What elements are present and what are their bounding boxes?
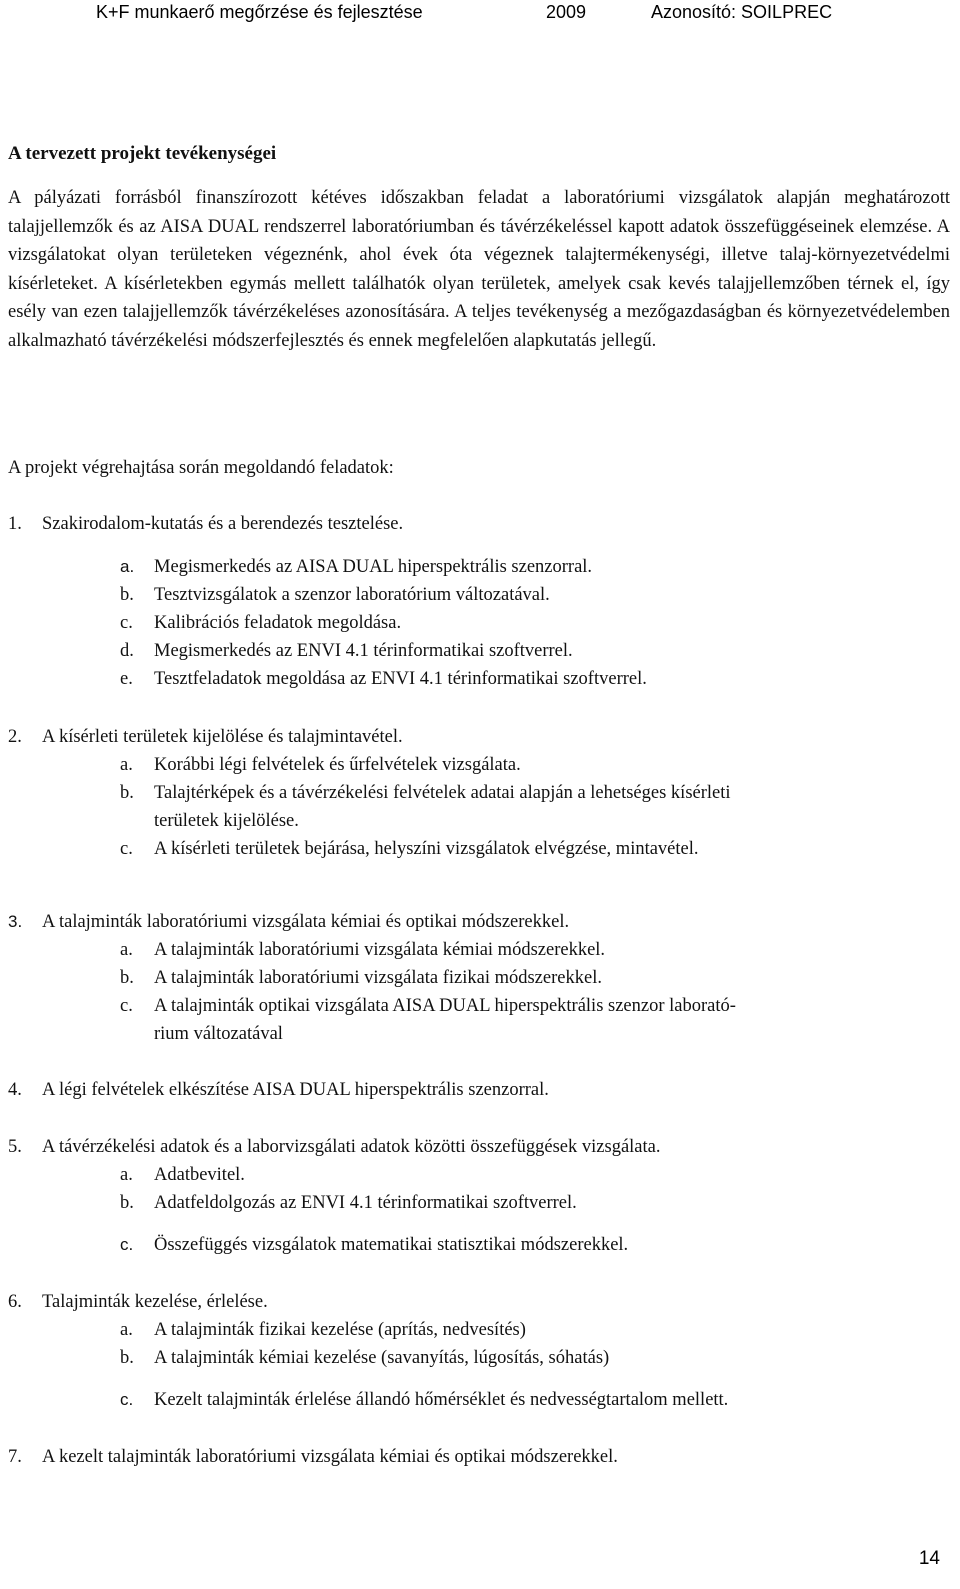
task-text: A kezelt talajminták laboratóriumi vizsgálata kémiai és optikai módszerekkel. [42,1447,618,1467]
task-text: A kísérleti területek kijelölése és talajmintavétel. [42,727,403,747]
task-number: 3. [8,912,23,931]
subtask-letter: a. [120,940,133,960]
subtask-text: Megismerkedés az ENVI 4.1 térinformatikai szoftverrel. [154,641,573,661]
tasks-intro: A projekt végrehajtása során megoldandó feladatok: [8,458,394,478]
subtask-letter: a. [120,557,135,576]
subtask-letter: a. [120,1165,133,1185]
subtask-text: Korábbi légi felvételek és űrfelvételek vizsgálata. [154,755,521,775]
subtask-text-continued: területek kijelölése. [154,811,299,831]
subtask-text: A kísérleti területek bejárása, helyszíni vizsgálatok elvégzése, mintavétel. [154,839,699,859]
intro-paragraph: A pályázati forrásból finanszírozott kétéves időszakban feladat a laboratóriumi vizsgálatok alapján meghatározott talajjellemzők és az AISA DUAL rendszerrel laboratóriumban és távérzékeléssel kapott adatok összefüggéseinek elemzése. A vizsgálatokat olyan területeken végeznénk, ahol évek óta végeznek talajtermékenységi, illetve talaj-környezetvédelmi kísérleteket. A kísérletekben egymás mellett találhatók olyan területek, amelyek csak kevés talajjellemzőben térnek el, így esély van ezen talajjellemzők távérzékeléses azonosítására. A teljes tevékenység a mezőgazdaságban és környezetvédelemben alkalmazható távérzékelési módszerfejlesztés és ennek megfelelően alapkutatás jellegű. [8,188,950,351]
section-title: A tervezett projekt tevékenységei [8,143,277,164]
task-text: Szakirodalom-kutatás és a berendezés tesztelése. [42,514,404,534]
page-number: 14 [918,1548,940,1569]
subtask-text: A talajminták laboratóriumi vizsgálata fizikai módszerekkel. [154,968,602,988]
subtask-letter: c. [120,1390,134,1409]
subtask-letter: c. [120,839,133,859]
subtask-letter: b. [120,783,134,803]
subtask-letter: a. [120,1320,133,1340]
subtask-text: Tesztvizsgálatok a szenzor laboratórium változatával. [154,585,550,605]
subtask-text: Adatfeldolgozás az ENVI 4.1 térinformatikai szoftverrel. [154,1193,577,1213]
task-number: 1. [8,514,22,534]
subtask-letter: b. [120,585,134,605]
task-text: A légi felvételek elkészítése AISA DUAL hiperspektrális szenzorral. [42,1080,549,1100]
subtask-letter: a. [120,755,133,775]
page-header [0,0,960,27]
subtask-text: Megismerkedés az AISA DUAL hiperspektrális szenzorral. [154,557,593,577]
header-title: K+F munkaerő megőrzése és fejlesztése [96,2,423,22]
task-text: A távérzékelési adatok és a laborvizsgálati adatok közötti összefüggések vizsgálata. [42,1137,661,1157]
subtask-text: A talajminták laboratóriumi vizsgálata kémiai módszerekkel. [154,940,606,960]
subtask-letter: c. [120,1235,134,1254]
task-text: Talajminták kezelése, érlelése. [42,1292,268,1312]
subtask-text: Adatbevitel. [154,1165,245,1185]
subtask-text: Kalibrációs feladatok megoldása. [154,613,402,633]
subtask-text: Talajtérképek és a távérzékelési felvételek adatai alapján a lehetséges kísérleti [154,783,731,803]
task-number: 5. [8,1137,22,1157]
subtask-letter: b. [120,968,134,988]
subtask-letter: b. [120,1348,134,1368]
subtask-text: A talajminták kémiai kezelése (savanyítás, lúgosítás, sóhatás) [154,1348,610,1368]
header-identifier: Azonosító: SOILPREC [651,2,833,22]
subtask-text: A talajminták optikai vizsgálata AISA DUAL hiperspektrális szenzor laborató- [154,996,736,1016]
subtask-letter: d. [120,641,134,661]
subtask-letter: c. [120,996,133,1016]
subtask-text: Tesztfeladatok megoldása az ENVI 4.1 térinformatikai szoftverrel. [154,669,647,689]
subtask-text: Kezelt talajminták érlelése állandó hőmérséklet és nedvességtartalom mellett. [154,1390,729,1410]
subtask-text: Összefüggés vizsgálatok matematikai statisztikai módszerekkel. [154,1235,629,1255]
task-number: 4. [8,1080,22,1100]
header-year: 2009 [546,2,587,22]
task-number: 6. [8,1292,22,1312]
subtask-text: A talajminták fizikai kezelése (aprítás, nedvesítés) [154,1320,526,1340]
subtask-letter: c. [120,613,133,633]
subtask-text-continued: rium változatával [154,1024,283,1044]
subtask-letter: e. [120,669,133,689]
subtask-letter: b. [120,1193,134,1213]
task-text: A talajminták laboratóriumi vizsgálata kémiai és optikai módszerekkel. [42,912,570,932]
task-number: 7. [8,1447,22,1467]
task-number: 2. [8,727,22,747]
